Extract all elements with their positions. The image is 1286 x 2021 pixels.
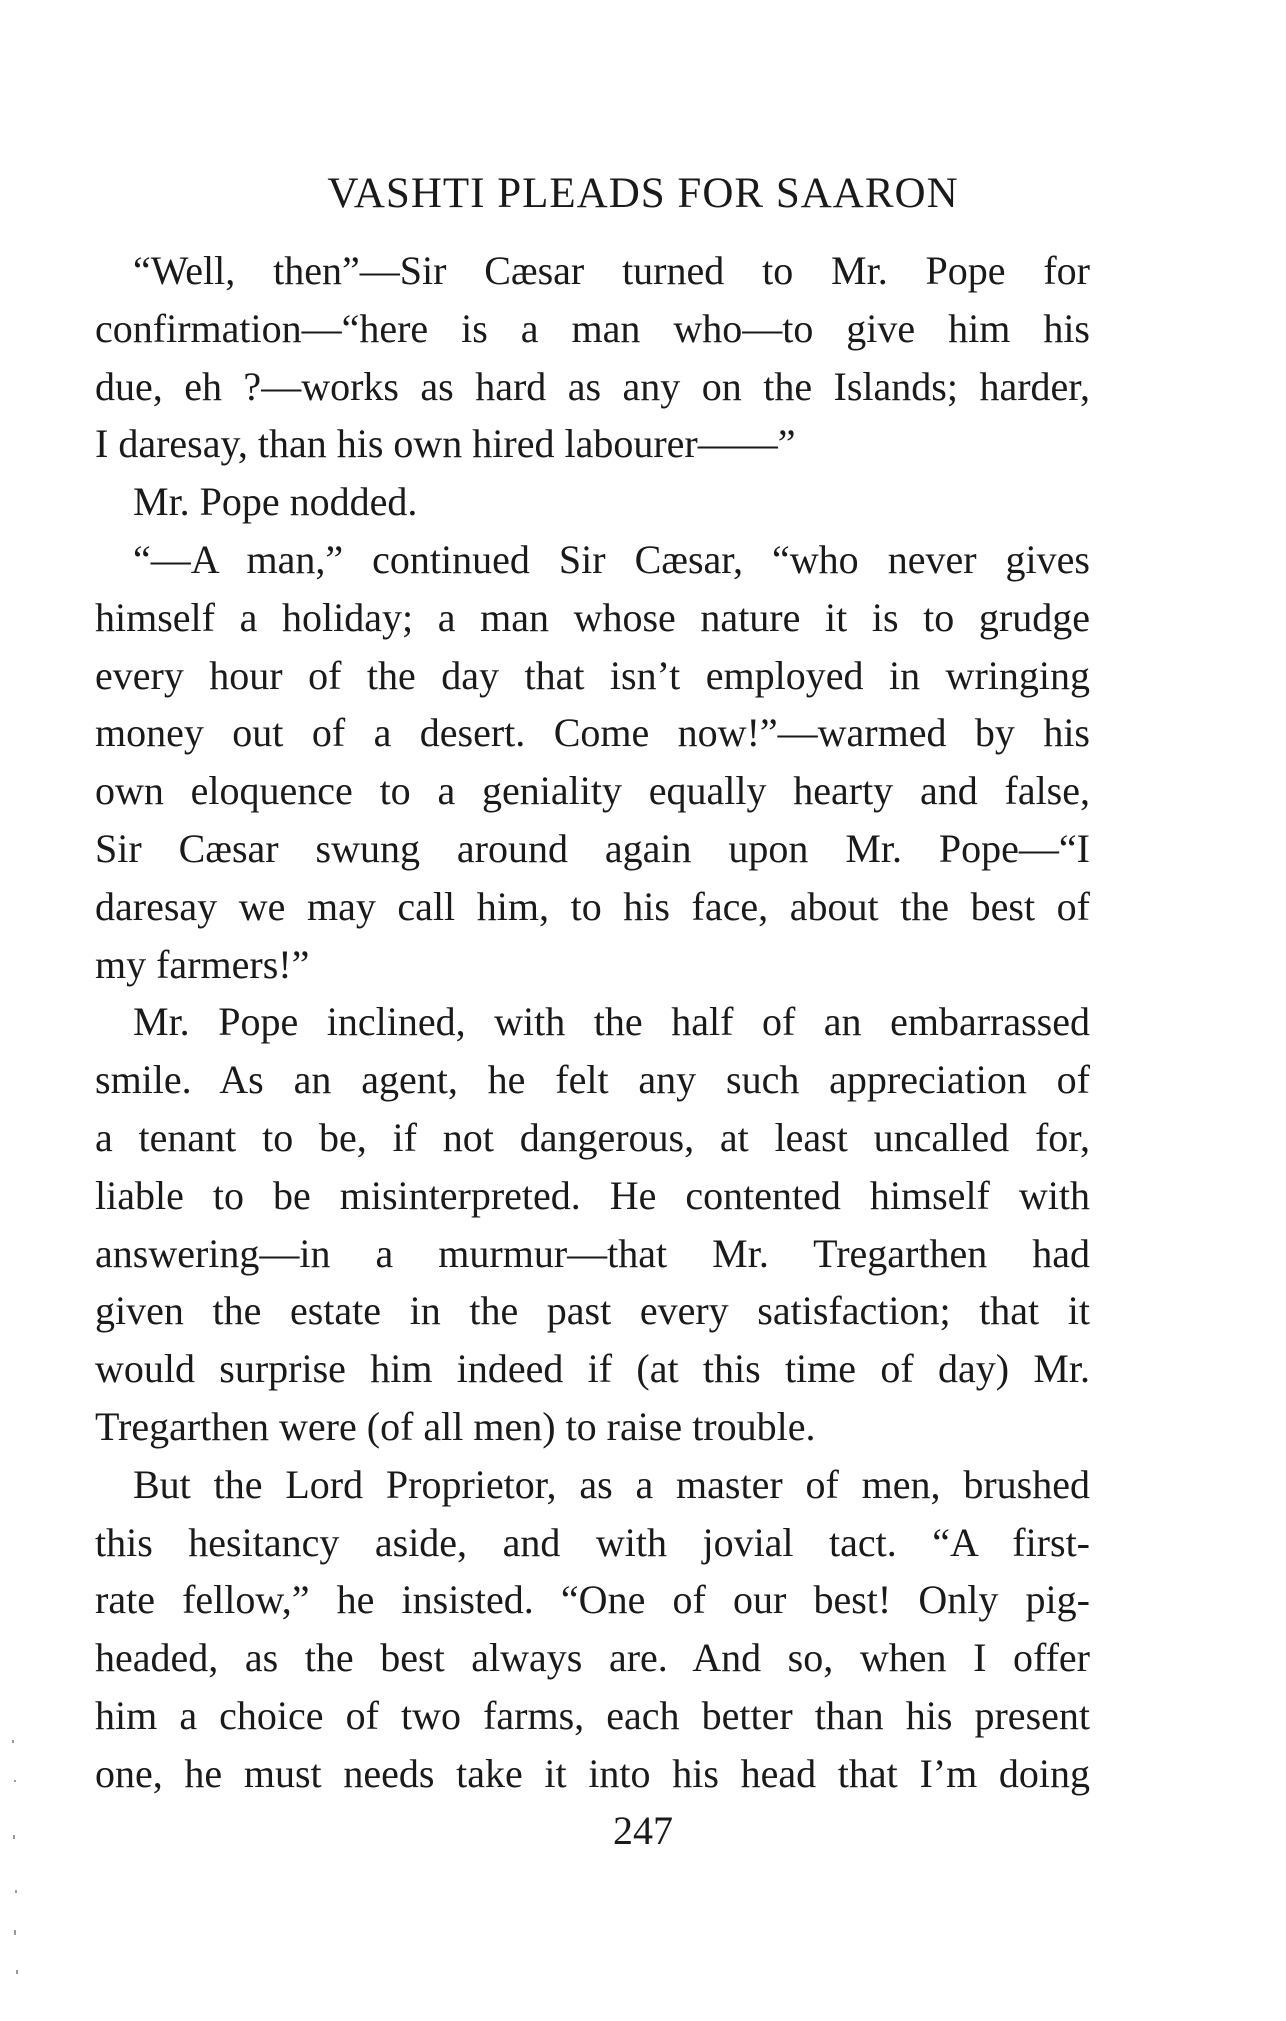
text-line: this hesitancy aside, and with jovial tact. “A first- bbox=[95, 1519, 1090, 1565]
text-line: own eloquence to a geniality equally hearty and false, bbox=[95, 768, 1090, 814]
text-line: headed, as the best always are. And so, when I offer bbox=[95, 1635, 1090, 1681]
text-line: money out of a desert. Come now!”—warmed by his bbox=[95, 710, 1090, 756]
text-line: a tenant to be, if not dangerous, at least uncalled for, bbox=[95, 1114, 1090, 1160]
text-line: But the Lord Proprietor, as a master of men, brushed bbox=[133, 1461, 1090, 1507]
text-line: “—A man,” continued Sir Cæsar, “who never gives bbox=[133, 536, 1090, 582]
text-line: would surprise him indeed if (at this time of day) Mr. bbox=[95, 1346, 1090, 1392]
scan-speck bbox=[16, 1970, 18, 1974]
text-line: liable to be misinterpreted. He contented himself with bbox=[95, 1172, 1090, 1218]
running-head: VASHTI PLEADS FOR SAARON bbox=[327, 170, 959, 217]
scan-speck bbox=[12, 1740, 14, 1743]
scan-margin-specks bbox=[10, 1740, 22, 2010]
text-line: given the estate in the past every satisfaction; that it bbox=[95, 1288, 1090, 1334]
text-line: Sir Cæsar swung around again upon Mr. Pope—“I bbox=[95, 825, 1090, 871]
text-line: “Well, then”—Sir Cæsar turned to Mr. Pope for bbox=[133, 248, 1090, 293]
text-line: I daresay, than his own hired labourer——” bbox=[95, 421, 796, 467]
text-line: every hour of the day that isn’t employed in wringing bbox=[95, 652, 1090, 698]
scan-speck bbox=[15, 1890, 17, 1893]
text-line: Mr. Pope inclined, with the half of an embarrassed bbox=[133, 999, 1090, 1045]
text-line: rate fellow,” he insisted. “One of our best! Only pig- bbox=[95, 1577, 1090, 1623]
text-line: due, eh ?—works as hard as any on the Islands; harder, bbox=[95, 363, 1090, 409]
text-line: him a choice of two farms, each better than his present bbox=[95, 1692, 1090, 1738]
text-line: Tregarthen were (of all men) to raise trouble. bbox=[95, 1403, 816, 1449]
text-line: answering—in a murmur—that Mr. Tregarthen had bbox=[95, 1230, 1090, 1276]
scan-speck bbox=[14, 1780, 16, 1782]
text-line: smile. As an agent, he felt any such appreciation of bbox=[95, 1057, 1090, 1103]
text-line: daresay we may call him, to his face, about the best of bbox=[95, 883, 1090, 929]
text-line: himself a holiday; a man whose nature it is to grudge bbox=[95, 594, 1090, 640]
text-line: confirmation—“here is a man who—to give him his bbox=[95, 305, 1090, 351]
scan-speck bbox=[14, 1930, 16, 1935]
text-line: Mr. Pope nodded. bbox=[133, 479, 418, 525]
body-text bbox=[95, 242, 1090, 1803]
page-number: 247 bbox=[613, 1808, 673, 1853]
text-line: my farmers!” bbox=[95, 941, 310, 987]
text-line: one, he must needs take it into his head that I’m doing bbox=[95, 1750, 1090, 1796]
scan-speck bbox=[13, 1835, 15, 1839]
